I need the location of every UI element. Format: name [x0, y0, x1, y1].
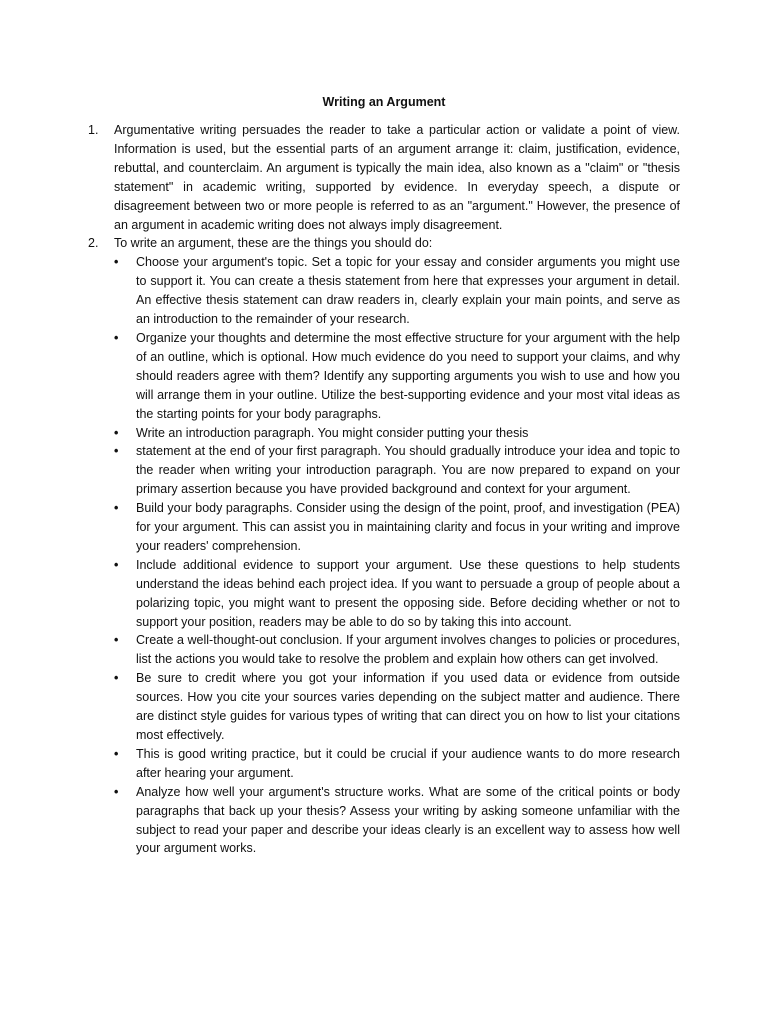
list-number: 2.: [88, 236, 99, 251]
bullet-item: [114, 631, 680, 669]
bullet-icon: •: [114, 557, 119, 572]
bullet-icon: •: [114, 444, 119, 459]
bullet-icon: •: [114, 425, 119, 440]
list-item-1: [88, 121, 680, 234]
bullet-item: [114, 556, 680, 632]
document-body: [88, 121, 680, 858]
numbered-list: [88, 121, 680, 858]
bullet-item: [114, 424, 680, 443]
bullet-text: This is good writing practice, but it could be crucial if your audience wants to do more research after hearing your argument.: [136, 746, 680, 780]
bullet-icon: •: [114, 330, 119, 345]
bullet-text: Create a well-thought-out conclusion. If your argument involves changes to policies or procedures, list the actions you would take to resolve the problem and explain how others can get involved.: [136, 633, 680, 667]
bullet-icon: •: [114, 633, 119, 648]
bullet-text: statement at the end of your first paragraph. You should gradually introduce your idea and topic to the reader when writing your introduction paragraph. You are now prepared to expand on your primary assertion because you have provided background and context for your argument.: [136, 444, 680, 497]
list-item-2: [88, 234, 680, 858]
paragraph-argumentative-writing: Argumentative writing persuades the reader to take a particular action or validate a point of view. Information is used, but the essential parts of an argument arrange it: claim, justification, evidence, rebuttal, and counterclaim. An argument is typically the main idea, also known as a "claim" or "thesis statement" in academic writing, supported by evidence. In everyday speech, a dispute or disagreement between two or more people is referred to as an "argument." However, the presence of an argument in academic writing does not always imply disagreement.: [114, 123, 680, 232]
bullet-item: [114, 499, 680, 556]
bullet-item: [114, 329, 680, 424]
list-number: 1.: [88, 123, 99, 137]
bullet-icon: •: [114, 255, 119, 270]
bullet-icon: •: [114, 746, 119, 761]
bullet-icon: •: [114, 784, 119, 799]
bullet-item: [114, 783, 680, 859]
bullet-item: [114, 745, 680, 783]
bullet-text: Write an introduction paragraph. You might consider putting your thesis: [136, 425, 529, 440]
bullet-text: Be sure to credit where you got your information if you used data or evidence from outside sources. How you cite your sources varies depending on the subject matter and audience. There are distinct style guides for various types of writing that can direct you on how to list your citations most effectively.: [136, 671, 680, 742]
bullet-text: Build your body paragraphs. Consider using the design of the point, proof, and investigation (PEA) for your argument. This can assist you in maintaining clarity and focus in your writing and improve your readers' comprehension.: [136, 501, 680, 553]
bullet-item: [114, 442, 680, 499]
bullet-text: Organize your thoughts and determine the most effective structure for your argument with the help of an outline, which is optional. How much evidence do you need to support your claims, and why should readers agree with them? Identify any supporting arguments you wish to use and how you will arrange them in your outline. Utilize the best-supporting evidence and your most vital ideas as the starting points for your body paragraphs.: [136, 330, 680, 421]
bullet-text: Choose your argument's topic. Set a topic for your essay and consider arguments you might use to support it. You can create a thesis statement from here that expresses your argument in detail. An effective thesis statement can draw readers in, clearly explain your main points, and serve as an introduction to the remainder of your research.: [136, 255, 680, 327]
paragraph-steps-intro: To write an argument, these are the things you should do:: [114, 236, 433, 251]
bullet-item: [114, 669, 680, 745]
bullet-text: Analyze how well your argument's structure works. What are some of the critical points or body paragraphs that back up your thesis? Assess your writing by asking someone unfamiliar with the subject to read your paper and describe your ideas clearly is an excellent way to assess how well your argument works.: [136, 784, 680, 856]
document-title: Writing an Argument: [322, 95, 446, 109]
bullet-icon: •: [114, 501, 119, 516]
steps-bullet-list: [114, 253, 680, 858]
bullet-text: Include additional evidence to support your argument. Use these questions to help students understand the ideas behind each project idea. If you want to persuade a group of people about a polarizing topic, you might want to present the opposing side. Before deciding whether or not to support your position, readers may be able to do so by taking this into account.: [136, 557, 680, 629]
bullet-item: [114, 253, 680, 329]
bullet-icon: •: [114, 671, 119, 686]
